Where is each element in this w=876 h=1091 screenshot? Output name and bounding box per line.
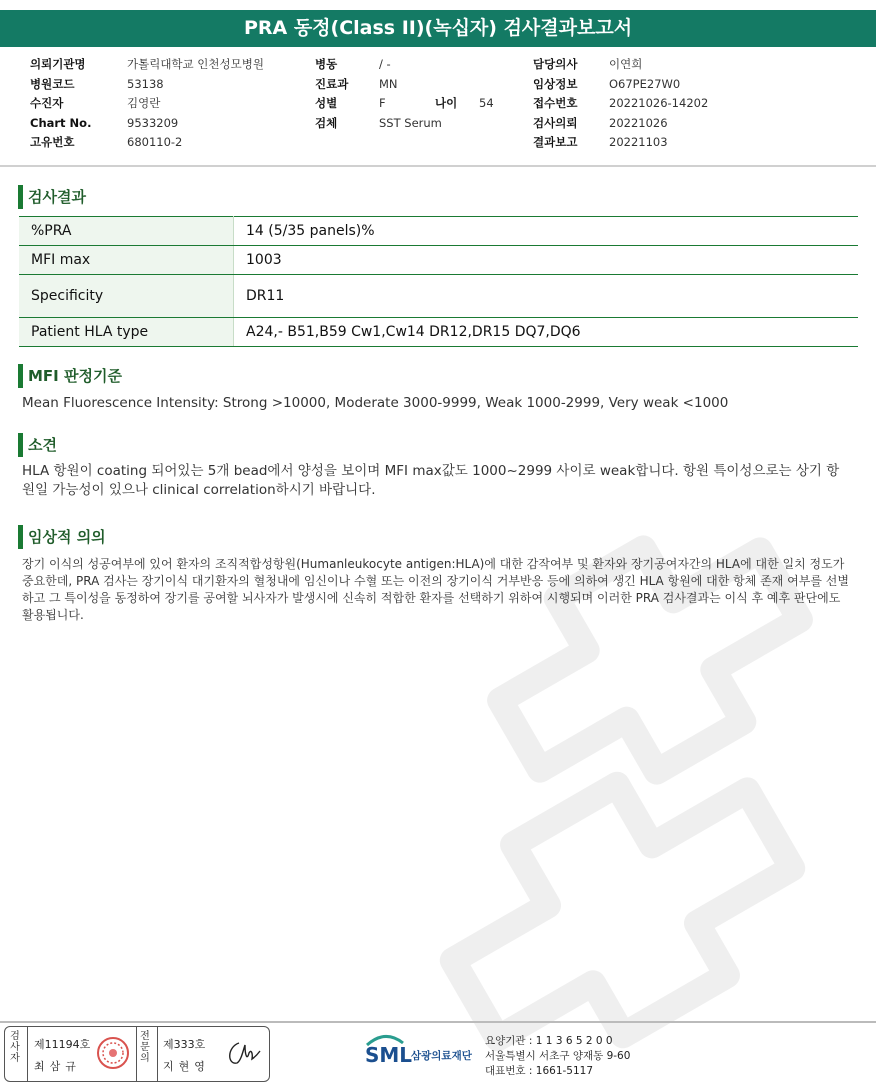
header-label: 의뢰기관명: [30, 57, 86, 71]
header-label: 검사의뢰: [533, 115, 578, 130]
phone-line: 대표번호 : 1661-5117: [485, 1065, 594, 1077]
header-value: 이연희: [609, 57, 643, 71]
inspector-name: 최삼규: [34, 1060, 81, 1073]
address-line: 서울특별시 서초구 양재동 9-60: [485, 1050, 631, 1062]
header-label: 수진자: [30, 96, 64, 110]
header-label: 진료과: [315, 76, 349, 91]
header-row: [315, 114, 494, 134]
divider: [157, 1027, 158, 1081]
header-row: [315, 75, 494, 95]
table-row: [19, 217, 858, 246]
header-value: SST Serum: [379, 115, 442, 130]
age-label: 나이: [435, 96, 458, 110]
header-label: 성별: [315, 96, 338, 110]
section-title-opinion: 소견: [18, 433, 57, 457]
header-row: [30, 75, 264, 95]
section-title-clinical: 임상적 의의: [18, 525, 106, 549]
header-col-3: [533, 55, 708, 153]
header-label: 임상정보: [533, 76, 578, 91]
divider: [136, 1027, 137, 1081]
header-label: 담당의사: [533, 57, 578, 71]
result-key: %PRA: [19, 217, 234, 246]
seal-stamp: [96, 1036, 130, 1070]
result-value: 1003: [234, 246, 859, 275]
header-value: 20221026: [609, 115, 668, 130]
header-label: 접수번호: [533, 96, 578, 110]
results-table: [19, 216, 858, 347]
header-row: [30, 133, 264, 153]
header-value: 20221103: [609, 135, 668, 149]
header-divider: [0, 165, 876, 167]
result-value: 14 (5/35 panels)%: [234, 217, 859, 246]
header-row: [533, 114, 708, 134]
header-row: [315, 55, 494, 75]
reviewer-number: 제333호: [163, 1038, 206, 1051]
table-row: [19, 275, 858, 318]
header-value: 53138: [127, 76, 164, 91]
result-value: DR11: [234, 275, 859, 318]
header-row: [533, 94, 708, 114]
section-title-results: 검사결과: [18, 185, 86, 209]
header-value: 20221026-14202: [609, 96, 709, 110]
reviewer-label: 전문의: [140, 1031, 150, 1064]
sml-logo: [365, 1033, 490, 1075]
inspector-number: 제11194호: [34, 1038, 91, 1051]
report-title: PRA 동정(Class II)(녹십자) 검사결과보고서: [0, 10, 876, 47]
clinical-text: 장기 이식의 성공여부에 있어 환자의 조직적합성항원(Humanleukocyte antigen:HLA)에 대한 감작여부 및 환자와 장기공여자간의 HLA에 대한 일치 정도가 중요한데, PRA 검사는 장기이식 대기환자의 혈청내에 임신이나 수혈 또는 이전의 장기이식 거부반응 등에 의하여 생긴 HLA 항원에 대한 항체 존재 여부를 선별하고 그 특이성을 동정하여 장기를 공여할 뇌사자가 발생시에 신속히 적합한 환자를 선택하기 위하여 시행되며 이러한 PRA 검사결과는 이식 후 예후 판단에도 활용됩니다.: [22, 557, 849, 622]
org-name: 삼광의료재단: [411, 1050, 472, 1062]
criteria-text: Mean Fluorescence Intensity: Strong >10000, Moderate 3000-9999, Weak 1000-2999, Very weak <1000: [22, 395, 729, 411]
header-value: 680110-2: [127, 135, 183, 149]
age-value: 54: [479, 96, 494, 110]
header-value: MN: [379, 76, 398, 91]
header-label: 병원코드: [30, 76, 75, 91]
reviewer-name: 지현영: [163, 1060, 210, 1073]
section-title-criteria: MFI 판정기준: [18, 364, 122, 388]
signature-box: [4, 1026, 270, 1082]
header-col-2: [315, 55, 494, 133]
header-row: [30, 94, 264, 114]
header-value: / -: [379, 57, 391, 71]
footer-divider: [0, 1021, 876, 1023]
result-value: A24,- B51,B59 Cw1,Cw14 DR12,DR15 DQ7,DQ6: [234, 318, 859, 347]
header-label: 병동: [315, 57, 338, 71]
header-value: O67PE27W0: [609, 76, 681, 91]
result-key: Specificity: [19, 275, 234, 318]
sml-mark: SML: [365, 1043, 413, 1067]
result-key: Patient HLA type: [19, 318, 234, 347]
header-label: 결과보고: [533, 135, 578, 149]
header-value: 김영란: [127, 96, 161, 110]
institution-code: 요양기관 : 1 1 3 6 5 2 0 0: [485, 1035, 613, 1047]
header-label: 검체: [315, 115, 338, 130]
header-value: 가톨릭대학교 인천성모병원: [127, 57, 264, 71]
header-value: 9533209: [127, 115, 179, 130]
header-row: [30, 55, 264, 75]
divider: [27, 1027, 28, 1081]
signature: [225, 1039, 263, 1069]
header-value: F: [379, 96, 386, 110]
org-address: [485, 1034, 630, 1079]
header-col-1: [30, 55, 264, 153]
header-row: [315, 94, 494, 114]
header-row: [30, 114, 264, 134]
header-label: 고유번호: [30, 135, 75, 149]
table-row: [19, 318, 858, 347]
header-row: [533, 133, 708, 153]
opinion-text: HLA 항원이 coating 되어있는 5개 bead에서 양성을 보이며 MFI max값도 1000~2999 사이로 weak합니다. 항원 특이성으로는 상기 항원일 가능성이 있으나 clinical correlation하시기 바랍니다.: [22, 463, 840, 498]
header-label: Chart No.: [30, 115, 92, 130]
table-row: [19, 246, 858, 275]
header-row: [533, 75, 708, 95]
result-key: MFI max: [19, 246, 234, 275]
inspector-label: 검사자: [10, 1031, 20, 1064]
header-row: [533, 55, 708, 75]
